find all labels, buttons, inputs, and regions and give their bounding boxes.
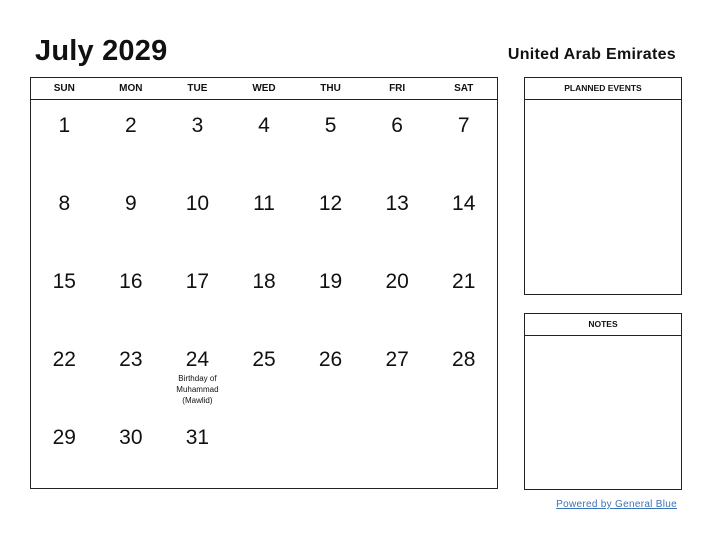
day-cell [364, 412, 431, 490]
day-number: 29 [52, 426, 76, 449]
day-number: 27 [385, 348, 409, 371]
day-number: 16 [119, 270, 143, 293]
day-cell [430, 178, 497, 256]
day-cell [98, 334, 165, 412]
day-cell [297, 256, 364, 334]
weekday-label: WED [252, 83, 276, 94]
day-number: 5 [324, 114, 337, 137]
day-cell [164, 100, 231, 178]
day-cell [164, 178, 231, 256]
day-cell [231, 256, 298, 334]
day-cell [98, 256, 165, 334]
day-cell [164, 256, 231, 334]
day-number: 28 [452, 348, 476, 371]
notes-title: NOTES [525, 314, 681, 336]
day-cell [231, 178, 298, 256]
powered-by-link[interactable]: Powered by General Blue [556, 499, 677, 510]
notes-panel [524, 313, 682, 490]
day-number: 9 [125, 192, 137, 215]
day-cell [98, 178, 165, 256]
planned-events-panel [524, 77, 682, 295]
calendar-weeks [31, 100, 497, 490]
day-number: 7 [457, 114, 470, 137]
weekday-header-row [31, 78, 497, 100]
day-cell [364, 178, 431, 256]
day-cell [430, 334, 497, 412]
day-number: 31 [185, 426, 210, 449]
day-number: 12 [318, 192, 343, 215]
day-cell [98, 100, 165, 178]
day-cell [364, 256, 431, 334]
day-cell [297, 334, 364, 412]
day-number: 15 [52, 270, 76, 293]
day-cell [31, 334, 98, 412]
day-cell [31, 100, 98, 178]
day-number: 14 [452, 192, 476, 215]
weekday-label: TUE [187, 83, 208, 94]
day-number: 23 [119, 348, 143, 371]
day-number: 24 [185, 348, 210, 371]
day-cell [31, 412, 98, 490]
weekday-label: FRI [389, 83, 406, 94]
day-cell [297, 100, 364, 178]
day-number: 4 [258, 114, 270, 137]
day-number: 30 [119, 426, 143, 449]
day-number: 10 [185, 192, 210, 215]
page-title: July 2029 [35, 35, 168, 67]
day-number: 2 [125, 114, 137, 137]
day-cell [231, 100, 298, 178]
weekday-label: THU [320, 83, 341, 94]
holiday-label: Birthday of Muhammad (Mawlid) [176, 374, 219, 405]
day-number: 18 [252, 270, 276, 293]
day-cell [231, 334, 298, 412]
day-number: 22 [52, 348, 76, 371]
day-number: 3 [191, 114, 204, 137]
day-number: 25 [252, 348, 276, 371]
country-label: United Arab Emirates [507, 46, 676, 63]
day-cell [364, 100, 431, 178]
day-cell [364, 334, 431, 412]
day-number: 21 [452, 270, 476, 293]
planned-events-title: PLANNED EVENTS [525, 78, 681, 100]
day-number: 13 [385, 192, 409, 215]
weekday-label: SAT [454, 83, 474, 94]
day-number: 11 [253, 192, 275, 215]
day-number: 17 [185, 270, 210, 293]
day-number: 19 [318, 270, 343, 293]
calendar-grid [30, 77, 498, 489]
day-cell [430, 412, 497, 490]
day-number: 20 [385, 270, 409, 293]
day-cell [164, 334, 231, 412]
day-cell [98, 412, 165, 490]
day-number: 8 [58, 192, 71, 215]
day-cell [31, 256, 98, 334]
weekday-label: SUN [53, 83, 75, 94]
day-cell [231, 412, 298, 490]
day-cell [297, 178, 364, 256]
day-number: 1 [58, 114, 71, 137]
day-cell [430, 100, 497, 178]
day-number: 6 [391, 114, 403, 137]
day-cell [297, 412, 364, 490]
day-cell [164, 412, 231, 490]
weekday-label: MON [119, 83, 143, 94]
day-cell [430, 256, 497, 334]
day-cell [31, 178, 98, 256]
day-number: 26 [318, 348, 343, 371]
